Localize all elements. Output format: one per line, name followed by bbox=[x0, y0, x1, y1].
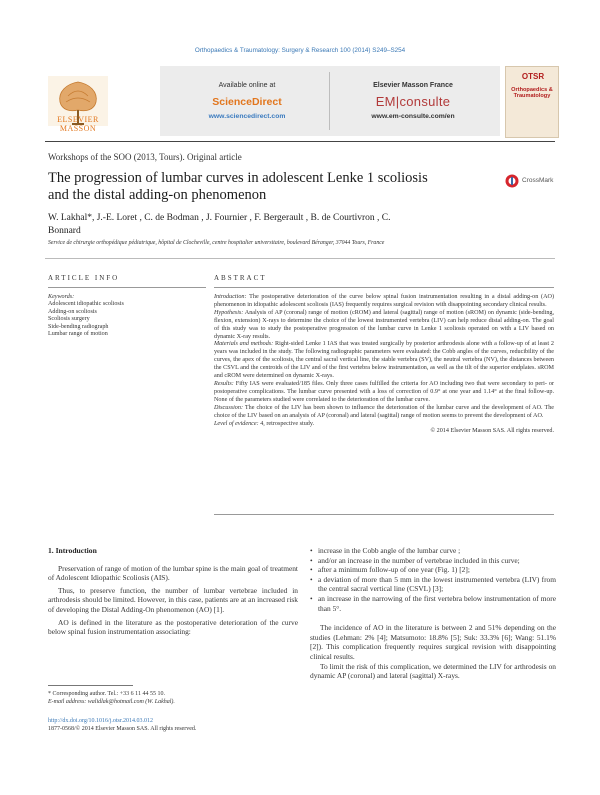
keyword-item: Adding-on scoliosis bbox=[48, 308, 97, 315]
article-type: Workshops of the SOO (2013, Tours). Original article bbox=[48, 152, 242, 162]
elsevier-masson-wordmark: ELSEVIER MASSON bbox=[57, 115, 99, 133]
cover-journal-abbrev: OTSR bbox=[521, 72, 545, 81]
body-paragraph: The incidence of AO in the literature is between 2 and 51% depending on the studies (Lehman: 2% [4]; Matsumoto: 18.8% [5]; Suk: 33.3% [6]; Wang: 51.1% [2]). This complication frequently requires surgical revision with disappointing clinical results. bbox=[310, 623, 556, 661]
keyword-item: Side-bending radiograph bbox=[48, 323, 109, 330]
body-paragraph: To limit the risk of this complication, we determined the LIV for arthrodesis on dynamic AP (coronal) and lateral (sagittal) X-rays. bbox=[310, 661, 556, 681]
page-footer bbox=[48, 717, 298, 733]
em-publisher-label: Elsevier Masson France bbox=[373, 82, 453, 89]
abstract-text: 4, retrospective study. bbox=[258, 420, 315, 427]
abstract-text: Right-sided Lenke 1 IAS that was treated surgically by posterior arthrodesis alone with a follow-up of at least 2 years was included in the study. The following radiographic parameters were evaluated: the Cobb angles of the curves, reducibility of the curves, the apex of the scoliosis, the central sacral vertical line, the stable vertebra (SV), the neutral vertebra (NV), the distances between the CSVL and the centroids of the LIV and of the first vertebra below instrumentation, as well as the tilt of the superior endplates. sROM and cROM were determined on dynamic X-rays. bbox=[214, 341, 555, 380]
abstract-text: The choice of the LIV has been shown to influence the deterioration of the lumbar curve and the development of AO. The choice of the LIV based on an analysis of AP (coronal) and lateral (sagittal) range of motion seems to prevent the development of AO. bbox=[214, 404, 554, 419]
footnote-phone: * Corresponding author. Tel.: +33 6 11 44 55 10. bbox=[48, 691, 165, 697]
list-item: • increase in the Cobb angle of the lumbar curve ; bbox=[310, 546, 556, 556]
keywords-heading: Keywords: bbox=[48, 294, 75, 300]
author-list: W. Lakhal*, J.-E. Loret , C. de Bodman , J. Fournier , F. Bergerault , B. de Courtivron , C. Bonnard bbox=[48, 213, 391, 236]
corresponding-author-footnote bbox=[48, 690, 298, 706]
abstract-text: Analysis of AP (coronal) range of motion (cROM) and lateral (sagittal) range of motion (sROM) on dynamic (side-bending, flexion, extension) X-rays to determine the choice of the lowest instrumented vertebra (LIV) can help reduce distal adding-on. The goal of this study was to study the postoperative progression of the lumbar curve in Lenke 1 scoliosis operated on with a LIV based on dynamic X-ray results. bbox=[214, 309, 554, 340]
keyword-item: Adolescent idiopathic scoliosis bbox=[48, 301, 124, 308]
em-consulte-link[interactable]: www.em-consulte.com/en bbox=[371, 113, 455, 120]
article-info-heading: ARTICLE INFO bbox=[48, 274, 120, 282]
em-consulte-logo[interactable]: EM|consulte bbox=[375, 94, 451, 109]
keywords-block bbox=[48, 294, 206, 338]
abstract-paragraph bbox=[214, 405, 554, 421]
keyword-item: Scoliosis surgery bbox=[48, 316, 90, 323]
cover-journal-title: Orthopaedics & Traumatology bbox=[511, 87, 553, 99]
affiliation: Service de chirurgie orthopédique pédiatrique, hôpital de Clocheville, centre hospitalier universitaire, boulevard Béranger, 37044 Tours, France bbox=[48, 240, 385, 246]
header-rule bbox=[45, 141, 555, 142]
crossmark-icon[interactable] bbox=[505, 174, 519, 188]
sciencedirect-logo[interactable]: ScienceDirect bbox=[212, 96, 282, 108]
abstract-paragraph bbox=[214, 310, 554, 342]
spacer bbox=[310, 613, 556, 623]
intro-column bbox=[48, 546, 298, 640]
abstract-label: Level of evidence: bbox=[214, 420, 259, 427]
abstract-label: Hypothesis: bbox=[214, 309, 244, 316]
abstract-heading: ABSTRACT bbox=[214, 274, 267, 282]
abstract-text: Fifty IAS were evaluated/185 files. Only three cases fulfilled the criteria for AO including two that were secondary to peri- or postoperative complications. The lumbar curve presented with a loss of correction of 0.9° at one year and 1.14° at the final follow-up. None of the parameters studied were correlated to the deterioration of the lumbar curve. bbox=[214, 380, 554, 403]
right-column bbox=[310, 546, 556, 681]
intro-heading: 1. Introduction bbox=[48, 546, 97, 555]
intro-paragraph: Preservation of range of motion of the lumbar spine is the main goal of treatment of Adolescent Idiopathic Scoliosis (AIS). bbox=[48, 563, 298, 583]
issn-copyright: 1877-0568/© 2014 Elsevier Masson SAS. All rights reserved. bbox=[48, 726, 197, 732]
abstract-paragraph bbox=[214, 381, 554, 405]
keyword-item: Lumbar range of motion bbox=[48, 331, 108, 338]
abstract-text: The postoperative deterioration of the curve below spinal fusion instrumentation resulting in a distal adding-on (AO) phenomenon in idiopathic adolescent scoliosis (IAS) frequently requires surgical revision with disappointing secondary clinical results. bbox=[214, 294, 554, 308]
doi-link[interactable]: http://dx.doi.org/10.1016/j.otsr.2014.03.012 bbox=[48, 718, 154, 724]
header-divider bbox=[329, 72, 330, 130]
journal-citation[interactable]: Orthopaedics & Traumatology: Surgery & Research 100 (2014) S249–S254 bbox=[194, 47, 406, 54]
footnote-email[interactable]: E-mail address: walidlak@hotmail.com (W. Lakhal). bbox=[48, 699, 175, 705]
abstract-rule bbox=[214, 287, 554, 288]
abstract-label: Materials and methods: bbox=[214, 341, 274, 348]
abstract-label: Introduction: bbox=[214, 294, 247, 300]
list-item: • and/or an increase in the number of vertebrae included in this curve; bbox=[310, 556, 556, 566]
intro-paragraph: AO is defined in the literature as the postoperative deterioration of the curve below spinal fusion instrumentation associating: bbox=[48, 617, 298, 637]
footnote-rule bbox=[48, 685, 133, 686]
list-item: • an increase in the narrowing of the first vertebra below instrumentation of more than 5°. bbox=[310, 594, 556, 613]
section-rule bbox=[45, 258, 555, 259]
abstract-label: Results: bbox=[214, 380, 234, 387]
abstract-body bbox=[214, 294, 554, 436]
available-online-label: Available online at bbox=[218, 82, 276, 89]
intro-paragraph: Thus, to preserve function, the number of lumbar vertebrae included in arthrodesis should be limited. However, in this case, patients are at an increased risk of developing the Distal Adding-On phenomenon (AO) [1]. bbox=[48, 585, 298, 614]
abstract-copyright: © 2014 Elsevier Masson SAS. All rights reserved. bbox=[430, 428, 554, 435]
list-item: • after a minimum follow-up of one year (Fig. 1) [2]; bbox=[310, 565, 556, 575]
abstract-paragraph bbox=[214, 294, 554, 310]
crossmark-label[interactable]: CrossMark bbox=[522, 177, 554, 184]
article-info-rule bbox=[48, 287, 206, 288]
list-item: • a deviation of more than 5 mm in the lowest instrumented vertebra (LIV) from the central sacral vertical line (CSVL) [3]; bbox=[310, 575, 556, 594]
article-title: The progression of lumbar curves in adolescent Lenke 1 scoliosis and the distal adding-on phenomenon bbox=[48, 170, 428, 203]
sciencedirect-link[interactable]: www.sciencedirect.com bbox=[208, 113, 286, 120]
abstract-label: Discussion: bbox=[214, 404, 243, 411]
abstract-paragraph bbox=[214, 341, 554, 381]
ao-criteria-list bbox=[310, 546, 556, 613]
abstract-bottom-rule bbox=[214, 514, 554, 515]
